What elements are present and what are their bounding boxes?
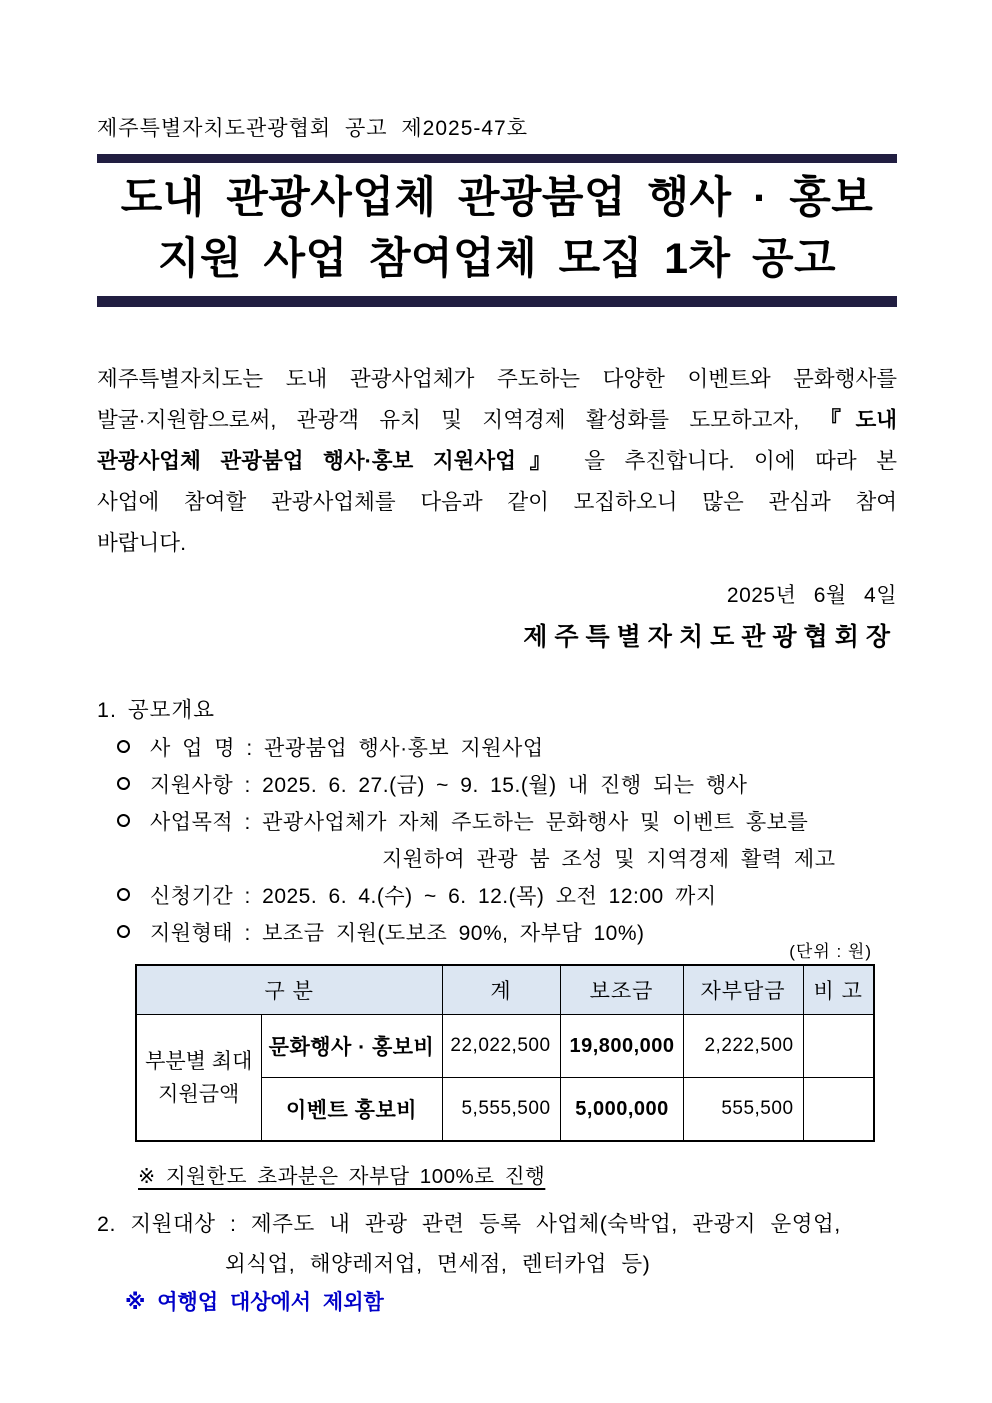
section1-bullet-list (97, 730, 897, 952)
subsidy-amount-cell: 19,800,000 (560, 1015, 683, 1078)
table-unit-note: (단위 : 원) (789, 942, 872, 961)
list-item-business-name (97, 730, 897, 767)
subsidy-amount-cell: 5,000,000 (560, 1078, 683, 1142)
intro-line2-bold: 『도내 (819, 408, 897, 432)
intro-line3-bold: 관광사업체 관광붐업 행사·홍보 지원사업』 (97, 449, 565, 473)
circle-bullet-icon (117, 777, 130, 790)
total-amount-cell: 22,022,500 (442, 1015, 560, 1078)
list-item-wrap-text: 지원하여 관광 붐 조성 및 지역경제 활력 제고 (382, 848, 836, 871)
list-item-text: 지원형태 : 보조금 지원(도보조 90%, 자부담 10%) (150, 922, 645, 945)
header-cell-category: 구 분 (136, 965, 442, 1015)
title-block (97, 154, 897, 307)
intro-paragraph (97, 359, 897, 564)
page-title (97, 163, 897, 296)
circle-bullet-icon (117, 888, 130, 901)
page-title-line1: 도내 관광사업체 관광붐업 행사 · 홍보 (120, 174, 874, 222)
list-item-text: 사 업 명 : 관광붐업 행사·홍보 지원사업 (150, 737, 544, 760)
self-pay-amount-cell: 2,222,500 (683, 1015, 803, 1078)
remark-cell (803, 1015, 874, 1078)
list-item-purpose-continuation (97, 841, 897, 878)
intro-line2 (97, 400, 897, 441)
circle-bullet-icon (117, 740, 130, 753)
intro-line3-normal: 을 추진합니다. 이에 따라 본 (564, 449, 897, 473)
header-cell-self-pay: 자부담금 (683, 965, 803, 1015)
travel-exclusion-note: ※ 여행업 대상에서 제외함 (125, 1291, 384, 1314)
category-cell: 문화행사 · 홍보비 (261, 1015, 442, 1078)
category-cell: 이벤트 홍보비 (261, 1078, 442, 1142)
support-amount-table (135, 964, 875, 1142)
list-item-text: 신청기간 : 2025. 6. 4.(수) ~ 6. 12.(목) 오전 12:00 까지 (150, 885, 717, 908)
list-item-support-type (97, 915, 897, 952)
list-item-text: 지원사항 : 2025. 6. 27.(금) ~ 9. 15.(월) 내 진행 되는 행사 (150, 774, 748, 797)
intro-line3 (97, 441, 897, 482)
circle-bullet-icon (117, 814, 130, 827)
section1-heading: 1. 공모개요 (97, 698, 215, 722)
title-bottom-bar (97, 296, 897, 307)
group-label-cell: 부분별 최대 지원금액 (136, 1015, 261, 1142)
title-top-bar (97, 154, 897, 163)
doc-number: 제주특별자치도관광협회 공고 제2025-47호 (97, 117, 529, 140)
section2-line2: 외식업, 해양레저업, 면세점, 렌터카업 등) (225, 1252, 651, 1276)
announcement-date: 2025년 6월 4일 (726, 584, 897, 607)
intro-line5: 바랍니다. (97, 531, 187, 555)
list-item-text: 사업목적 : 관광사업체가 자체 주도하는 문화행사 및 이벤트 홍보를 (150, 811, 809, 834)
table-footnote: ※ 지원한도 초과분은 자부담 100%로 진행 (138, 1165, 546, 1188)
intro-line1: 제주특별자치도는 도내 관광사업체가 주도하는 다양한 이벤트와 문화행사를 (97, 367, 897, 391)
table-row (136, 1015, 874, 1078)
intro-line4: 사업에 참여할 관광사업체를 다음과 같이 모집하오니 많은 관심과 참여 (97, 490, 897, 514)
intro-line2-normal: 발굴·지원함으로써, 관광객 유치 및 지역경제 활성화를 도모하고자, (97, 408, 820, 432)
remark-cell (803, 1078, 874, 1142)
section2 (97, 1204, 897, 1284)
list-item-support-scope (97, 767, 897, 804)
header-cell-remark: 비 고 (803, 965, 874, 1015)
total-amount-cell: 5,555,500 (442, 1078, 560, 1142)
circle-bullet-icon (117, 925, 130, 938)
document-content (97, 0, 897, 1316)
header-cell-subsidy: 보조금 (560, 965, 683, 1015)
list-item-application-period (97, 878, 897, 915)
signer-title: 제주특별자치도관광협회장 (523, 623, 897, 651)
list-item-purpose (97, 804, 897, 841)
table-header-row (136, 965, 874, 1015)
header-cell-total: 계 (442, 965, 560, 1015)
self-pay-amount-cell: 555,500 (683, 1078, 803, 1142)
page-title-line2: 지원 사업 참여업체 모집 1차 공고 (157, 235, 837, 283)
section2-heading: 2. 지원대상 : 제주도 내 관광 관련 등록 사업체(숙박업, 관광지 운영업, (97, 1212, 841, 1236)
